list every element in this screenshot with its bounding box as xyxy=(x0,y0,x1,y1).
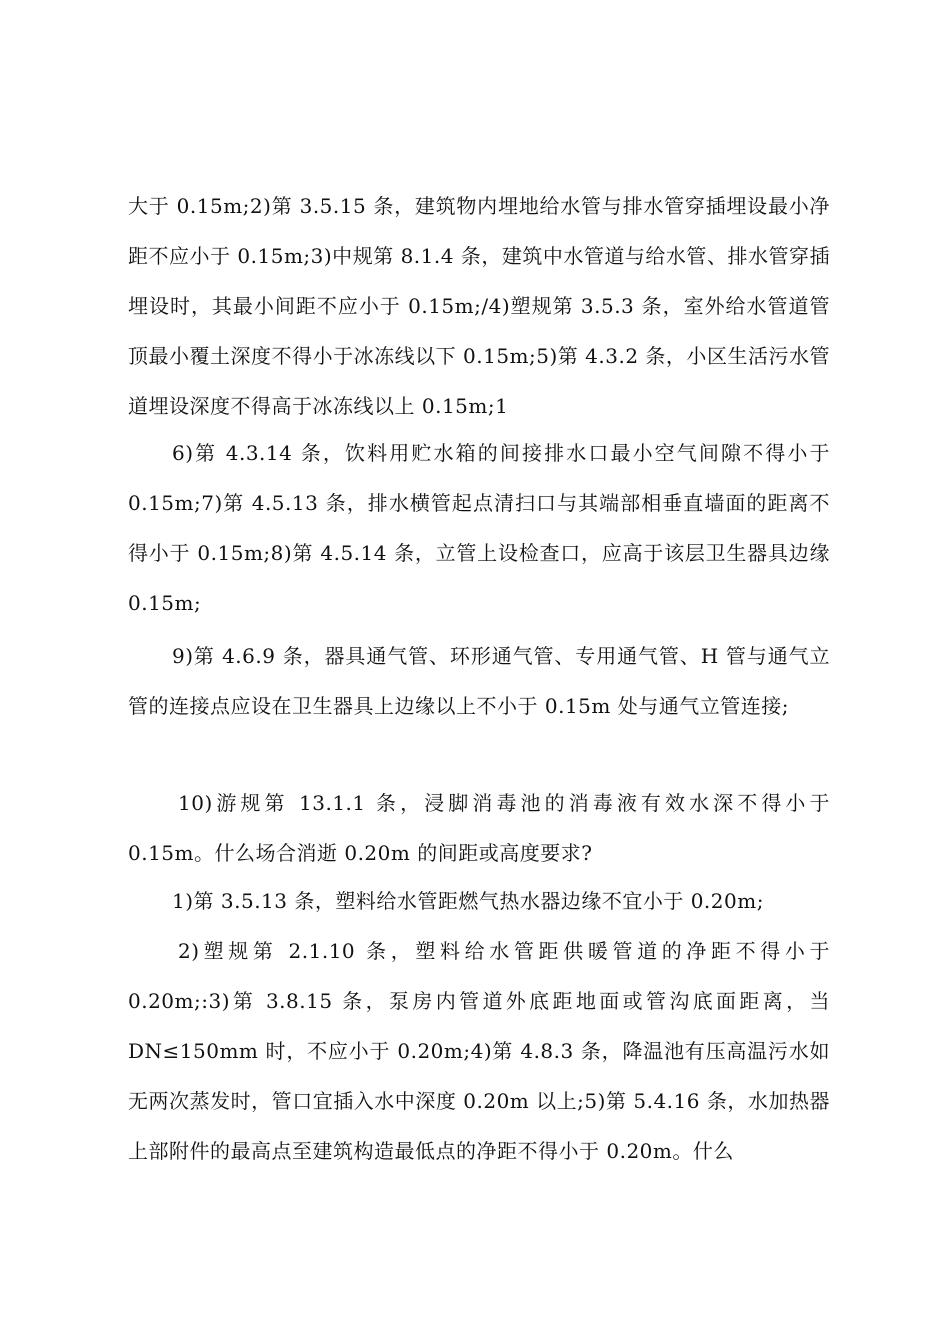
paragraph-3: 9)第 4.6.9 条，器具通气管、环形通气管、专用通气管、H 管与通气立管的连接点应设在卫生器具上边缘以上不小于 0.15m 处与通气立管连接; xyxy=(128,644,830,718)
paragraph-6: 2)塑规第 2.1.10 条，塑料给水管距供暖管道的净距不得小于 0.20m;:3)第 3.8.15 条，泵房内管道外底距地面或管沟底面距离，当 DN≤150mm 时，不应小于 0.20m;4)第 4.8.3 条，降温池有压高温污水如无两次蒸发时，管口宜插入水中深度 0.20m 以上;5)第 5.4.16 条，水加热器上部附件的最高点至建筑构造最低点的净距不得小于 0.20m。什么 xyxy=(128,939,830,1163)
paragraph-5: 1)第 3.5.13 条，塑料给水管距燃气热水器边缘不宜小于 0.20m; xyxy=(172,889,764,913)
paragraph-4: 10)游规第 13.1.1 条，浸脚消毒池的消毒液有效水深不得小于 0.15m。什么场合消逝 0.20m 的间距或高度要求? xyxy=(128,791,830,865)
paragraph-1: 大于 0.15m;2)第 3.5.15 条，建筑物内埋地给水管与排水管穿插埋设最小净距不应小于 0.15m;3)中规第 8.1.4 条，建筑中水管道与给水管、排水管穿插埋设时，其最小间距不应小于 0.15m;/4)塑规第 3.5.3 条，室外给水管道管顶最小覆土深度不得小于冰冻线以下 0.15m;5)第 4.3.2 条，小区生活污水管道埋设深度不得高于冰冻线以上 0.15m;1 xyxy=(128,194,830,418)
paragraph-2: 6)第 4.3.14 条，饮料用贮水箱的间接排水口最小空气间隙不得小于 0.15m;7)第 4.5.13 条，排水横管起点清扫口与其端部相垂直墙面的距离不得小于 0.15m;8)第 4.5.14 条，立管上设检查口，应高于该层卫生器具边缘 0.15m; xyxy=(128,441,830,615)
